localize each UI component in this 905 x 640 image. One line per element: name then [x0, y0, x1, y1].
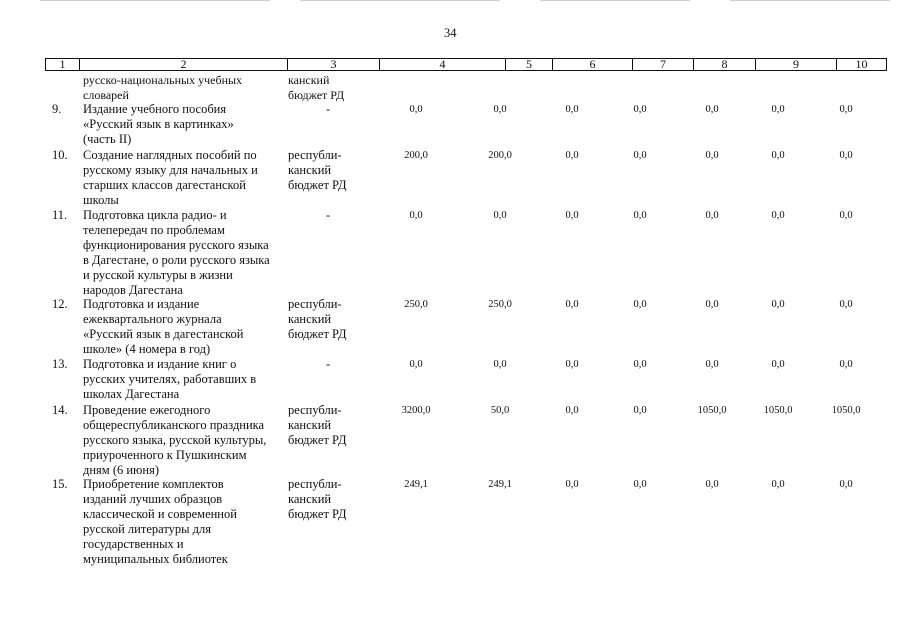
header-cell: 1 — [59, 57, 66, 71]
value-cell-col4: 0,0 — [409, 104, 423, 115]
table-header-row — [45, 58, 887, 71]
row-number: 13. — [52, 357, 68, 371]
value-cell-col7: 0,0 — [633, 104, 647, 115]
description-line: Подготовка и издание — [83, 297, 200, 311]
value-cell-col7: 0,0 — [633, 359, 647, 370]
header-cell: 7 — [632, 59, 693, 70]
header-cell: 2 — [79, 59, 287, 70]
description-line: Подготовка и издание книг о — [83, 357, 237, 371]
row-funding-source — [326, 208, 346, 223]
value-cell-col5: 0,0 — [493, 359, 507, 370]
description-line: русской литературы для — [83, 522, 212, 536]
description-line: приуроченного к Пушкинским — [83, 448, 247, 462]
row-funding-source — [326, 102, 346, 117]
value-cell-col5: 250,0 — [488, 299, 512, 310]
value-cell-col6: 0,0 — [565, 104, 579, 115]
row-number: 11. — [52, 208, 68, 222]
value-cell-col7: 0,0 — [633, 210, 647, 221]
description-line: «Русский язык в картинках» — [83, 117, 234, 131]
description-line: государственных и — [83, 537, 184, 551]
value-cell-col8: 0,0 — [705, 104, 719, 115]
value-cell-col6: 0,0 — [565, 299, 579, 310]
value-cell-col5: 0,0 — [493, 104, 507, 115]
scan-edge-line — [300, 0, 500, 1]
row-number: 9. — [52, 102, 62, 116]
value-cell-col9: 1050,0 — [763, 405, 793, 416]
value-cell-col10: 0,0 — [839, 210, 853, 221]
value-cell-col6: 0,0 — [565, 150, 579, 161]
row-description — [83, 208, 288, 298]
row-number: 12. — [52, 297, 68, 311]
source-line: канский — [288, 492, 332, 506]
source-line: республи- — [288, 403, 342, 417]
row-description — [83, 477, 288, 567]
value-cell-col10: 0,0 — [839, 479, 853, 490]
description-line: русских учителях, работавших в — [83, 372, 257, 386]
scan-edge-line — [40, 0, 270, 1]
source-line: канский — [288, 163, 332, 177]
value-cell-col8: 0,0 — [705, 299, 719, 310]
value-cell-col4: 0,0 — [409, 210, 423, 221]
description-line: изданий лучших образцов — [83, 492, 223, 506]
row-funding-source — [288, 148, 368, 193]
value-cell-col4: 200,0 — [404, 150, 428, 161]
value-cell-col7: 0,0 — [633, 405, 647, 416]
description-line: ежеквартального журнала — [83, 312, 222, 326]
source-line: канский — [288, 418, 332, 432]
value-cell-col6: 0,0 — [565, 405, 579, 416]
value-cell-col10: 1050,0 — [831, 405, 861, 416]
description-line: старших классов дагестанской — [83, 178, 246, 192]
value-cell-col6: 0,0 — [565, 210, 579, 221]
header-cell: 5 — [505, 59, 552, 70]
value-cell-col4: 3200,0 — [401, 405, 431, 416]
value-cell-col8: 0,0 — [705, 479, 719, 490]
source-line: бюджет РД — [288, 507, 347, 521]
value-cell-col8: 1050,0 — [697, 405, 727, 416]
row-description — [83, 148, 288, 208]
value-cell-col9: 0,0 — [771, 359, 785, 370]
value-cell-col9: 0,0 — [771, 479, 785, 490]
source-line: канский — [288, 312, 332, 326]
value-cell-col9: 0,0 — [771, 104, 785, 115]
description-line: народов Дагестана — [83, 283, 183, 297]
value-cell-col4: 250,0 — [404, 299, 428, 310]
source-line: республи- — [288, 477, 342, 491]
description-line: и русской культуры в жизни — [83, 268, 233, 282]
source-line: республи- — [288, 297, 342, 311]
value-cell-col5: 249,1 — [488, 479, 512, 490]
header-cell: 10 — [836, 59, 886, 70]
value-cell-col4: 0,0 — [409, 359, 423, 370]
header-cell: 6 — [552, 59, 632, 70]
value-cell-col5: 50,0 — [490, 405, 510, 416]
description-line: Приобретение комплектов — [83, 477, 224, 491]
source-line: республи- — [288, 148, 342, 162]
scan-edge-line — [730, 0, 890, 1]
row-number: 14. — [52, 403, 68, 417]
description-line: Создание наглядных пособий по — [83, 148, 257, 162]
row-funding-source — [288, 477, 368, 522]
source-line: бюджет РД — [288, 433, 347, 447]
value-cell-col10: 0,0 — [839, 150, 853, 161]
value-cell-col9: 0,0 — [771, 150, 785, 161]
value-cell-col5: 200,0 — [488, 150, 512, 161]
description-line: общереспубликанского праздника — [83, 418, 265, 432]
source-line: - — [326, 357, 331, 371]
source-line: - — [326, 102, 331, 116]
description-line: телепередач по проблемам — [83, 223, 225, 237]
description-line: классической и современной — [83, 507, 237, 521]
value-cell-col4: 249,1 — [404, 479, 428, 490]
value-cell-col10: 0,0 — [839, 359, 853, 370]
source-line: - — [326, 208, 331, 222]
description-line: «Русский язык в дагестанской — [83, 327, 244, 341]
header-cell: 9 — [755, 59, 836, 70]
row-funding-source — [288, 403, 368, 448]
source-line: бюджет РД — [288, 178, 347, 192]
value-cell-col6: 0,0 — [565, 359, 579, 370]
description-line: русского языка, русской культуры, — [83, 433, 267, 447]
value-cell-col8: 0,0 — [705, 359, 719, 370]
description-line: Проведение ежегодного — [83, 403, 211, 417]
row-description — [83, 403, 288, 478]
description-line: дням (6 июня) — [83, 463, 160, 477]
value-cell-col8: 0,0 — [705, 210, 719, 221]
value-cell-col9: 0,0 — [771, 210, 785, 221]
row-description — [83, 357, 288, 402]
description-line: (часть II) — [83, 132, 132, 146]
row-funding-source — [288, 297, 368, 342]
value-cell-col10: 0,0 — [839, 299, 853, 310]
continuation-name: русско-национальных учебных словарей — [83, 73, 243, 102]
header-cell: 8 — [693, 59, 755, 70]
header-cell: 3 — [287, 59, 379, 70]
description-line: Подготовка цикла радио- и — [83, 208, 227, 222]
description-line: муниципальных библиотек — [83, 552, 228, 566]
description-line: Издание учебного пособия — [83, 102, 227, 116]
header-cell: 4 — [379, 59, 505, 70]
value-cell-col9: 0,0 — [771, 299, 785, 310]
description-line: школы — [83, 193, 119, 207]
page-number: 34 — [444, 26, 457, 40]
description-line: русскому языку для начальных и — [83, 163, 258, 177]
row-description — [83, 297, 288, 357]
value-cell-col10: 0,0 — [839, 104, 853, 115]
description-line: школах Дагестана — [83, 387, 180, 401]
description-line: школе» (4 номера в год) — [83, 342, 211, 356]
row-number: 15. — [52, 477, 68, 491]
value-cell-col7: 0,0 — [633, 479, 647, 490]
value-cell-col5: 0,0 — [493, 210, 507, 221]
continuation-source: канский бюджет РД — [288, 73, 345, 102]
row-description — [83, 102, 288, 147]
value-cell-col6: 0,0 — [565, 479, 579, 490]
scan-edge-line — [540, 0, 690, 1]
value-cell-col8: 0,0 — [705, 150, 719, 161]
value-cell-col7: 0,0 — [633, 299, 647, 310]
value-cell-col7: 0,0 — [633, 150, 647, 161]
row-number: 10. — [52, 148, 68, 162]
description-line: в Дагестане, о роли русского языка — [83, 253, 270, 267]
source-line: бюджет РД — [288, 327, 347, 341]
row-funding-source — [326, 357, 346, 372]
description-line: функционирования русского языка — [83, 238, 269, 252]
